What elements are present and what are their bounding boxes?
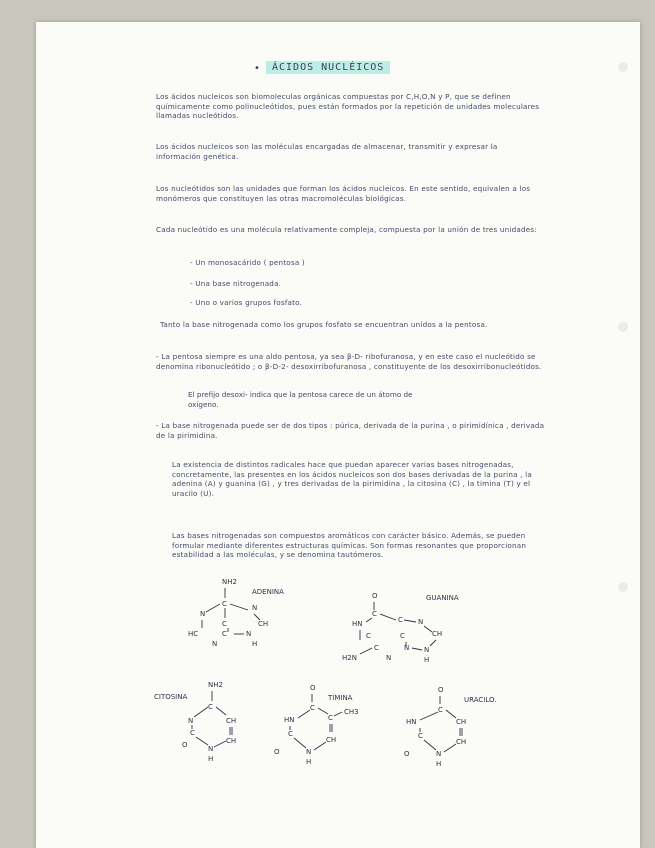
citosina-ch2: CH: [226, 737, 237, 745]
guanina-n4: N: [424, 646, 430, 654]
adenina-ch: CH: [258, 620, 269, 628]
citosina-nh2: NH2: [208, 681, 223, 689]
paragraph-9: Las bases nitrogenadas son compuestos aromáticos con carácter básico. Además, se pueden formular mediante diferentes estructuras químicas. Son formas resonantes que proporcionan estabilidad a las moléculas, y se denomina tautómeros.: [172, 531, 527, 560]
adenina-c1: C: [222, 600, 227, 608]
adenina-n4: N: [246, 630, 252, 638]
adenina-n3: N: [212, 640, 218, 648]
binder-hole: [618, 322, 628, 332]
timina-hn: HN: [284, 716, 295, 724]
guanina-n1: N: [418, 618, 424, 626]
guanina-c3: C: [400, 632, 405, 640]
citosina-name: CITOSINA: [154, 693, 188, 701]
citosina-h: H: [208, 755, 214, 763]
adenina-n1: N: [200, 610, 206, 618]
uracilo-c2: C: [418, 732, 423, 740]
guanina-hn: HN: [352, 620, 363, 628]
adenina-nh2: NH2: [222, 578, 237, 586]
guanina-o: O: [372, 592, 378, 600]
uracilo-ch1: CH: [456, 718, 467, 726]
list-item-fosfato: - Uno o varios grupos fosfato.: [190, 298, 303, 307]
guanina-c2: C: [398, 616, 403, 624]
adenina-c3: C: [222, 630, 227, 638]
uracilo-c1: C: [438, 706, 443, 714]
timina-n: N: [306, 748, 312, 756]
list-item-monosacarido: - Un monosacárido ( pentosa ): [190, 258, 305, 267]
paragraph-6-note: El prefijo desoxi- indica que la pentosa carece de un átomo de oxígeno.: [188, 390, 413, 409]
adenina-name: ADENINA: [252, 588, 284, 596]
citosina-o: O: [182, 741, 188, 749]
guanina-ch: CH: [432, 630, 443, 638]
paragraph-2: Los ácidos nucleicos son las moléculas encargadas de almacenar, transmitir y expresar la información genética.: [156, 142, 498, 161]
paragraph-7: - La base nitrogenada puede ser de dos tipos : púrica, derivada de la purina , o pirimidínica , derivada de la pirimidina.: [156, 421, 545, 440]
timina-structure: [268, 680, 378, 770]
binder-hole: [618, 582, 628, 592]
timina-o2: O: [274, 748, 280, 756]
adenina-c2: C: [222, 620, 227, 628]
timina-name: TIMINA: [328, 694, 353, 702]
adenina-hc: HC: [188, 630, 199, 638]
timina-ch: CH: [326, 736, 337, 744]
guanina-c1: C: [372, 610, 377, 618]
uracilo-h: H: [436, 760, 442, 768]
paragraph-8: La existencia de distintos radicales hace que puedan aparecer varias bases nitrogenadas, concretamente, las presentes en los ácidos nucleicos son dos bases derivadas de la purina , la adenina (A) y guanina (G) , y tres derivadas de la pirimidina , la citosina (C) , la timina (T) y el uracilo (U).: [172, 460, 532, 498]
citosina-c2: C: [190, 729, 195, 737]
timina-o1: O: [310, 684, 316, 692]
page-title: ÁCIDOS NUCLÉICOS: [266, 61, 390, 74]
timina-c1: C: [310, 704, 315, 712]
binder-hole: [618, 62, 628, 72]
uracilo-o2: O: [404, 750, 410, 758]
uracilo-n: N: [436, 750, 442, 758]
uracilo-ch2: CH: [456, 738, 467, 746]
uracilo-structure: [396, 680, 516, 770]
guanina-n3: N: [404, 644, 410, 652]
paragraph-5: Tanto la base nitrogenada como los grupos fosfato se encuentran unidos a la pentosa.: [160, 320, 488, 329]
timina-h: H: [306, 758, 312, 766]
citosina-ch1: CH: [226, 717, 237, 725]
citosina-structure: [150, 677, 260, 767]
guanina-h2n: H2N: [342, 654, 357, 662]
paragraph-6: - La pentosa siempre es una aldo pentosa, ya sea β-D- ribofuranosa, y en este caso el nucleótido se denomina ribonucleótido ; o β-D-2- desoxirribofuranosa , constituyente de los desoxirribonucleótidos.: [156, 352, 542, 371]
title-bullet: •: [254, 63, 260, 74]
adenina-h: H: [252, 640, 258, 648]
paragraph-3: Los nucleótidos son las unidades que forman los ácidos nucleicos. En este sentido, equivalen a los monómeros que constituyen las otras macromoléculas biológicas.: [156, 184, 531, 203]
guanina-name: GUANINA: [426, 594, 459, 602]
citosina-n2: N: [208, 745, 214, 753]
guanina-n2: N: [386, 654, 392, 662]
guanina-h: H: [424, 656, 430, 664]
guanina-structure: [340, 588, 470, 668]
adenina-n2: N: [252, 604, 258, 612]
timina-c2: C: [328, 714, 333, 722]
uracilo-hn: HN: [406, 718, 417, 726]
paragraph-4: Cada nucleótido es una molécula relativamente compleja, compuesta por la unión de tres unidades:: [156, 225, 537, 234]
guanina-c4: C: [366, 632, 371, 640]
timina-ch3: CH3: [344, 708, 359, 716]
timina-c3: C: [288, 730, 293, 738]
uracilo-o1: O: [438, 686, 444, 694]
guanina-c5: C: [374, 644, 379, 652]
uracilo-name: URACILO.: [464, 696, 497, 704]
list-item-base: - Una base nitrogenada.: [190, 279, 282, 288]
adenina-structure: [182, 570, 302, 650]
paragraph-1: Los ácidos nucleicos son biomoleculas orgánicas compuestas por C,H,O,N y P, que se definen químicamente como polinucleótidos, pues están formados por la repetición de unidades moleculares llamadas nucleótidos.: [156, 92, 540, 121]
citosina-n1: N: [188, 717, 194, 725]
citosina-c1: C: [208, 703, 213, 711]
